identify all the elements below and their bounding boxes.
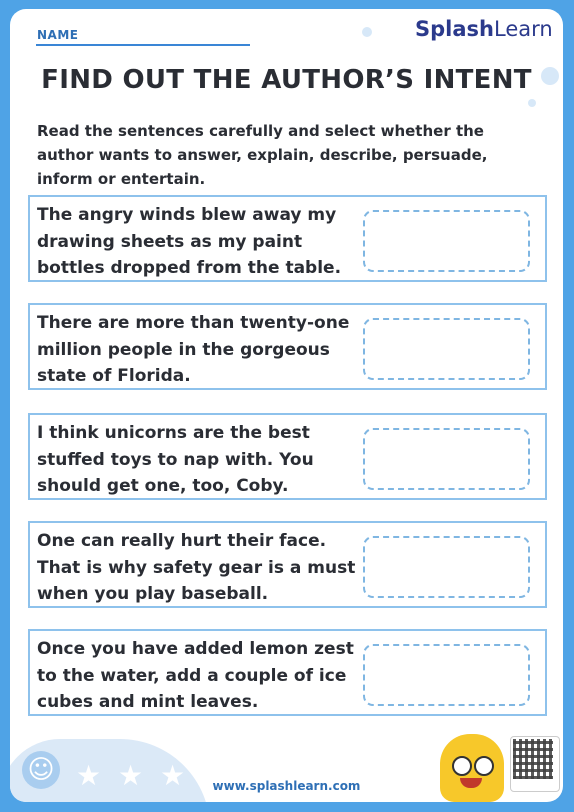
mascot-eye: [452, 756, 472, 776]
smiley-icon: ☺: [22, 751, 60, 789]
question-row: [28, 195, 547, 282]
footer-url[interactable]: www.splashlearn.com: [212, 779, 361, 793]
worksheet: [10, 9, 563, 802]
mascot-eye: [474, 756, 494, 776]
question-text: I think unicorns are the best stuffed toys to nap with. You should get one, too, Coby.: [37, 423, 314, 496]
instructions: Read the sentences carefully and select whether the author wants to answer, explain, describe, persuade, inform or entertain.: [37, 122, 488, 188]
answer-box[interactable]: [363, 210, 530, 272]
star-icon: ★: [118, 759, 144, 792]
mascot-mouth: [460, 778, 482, 788]
question-text: There are more than twenty-one million people in the gorgeous state of Florida.: [37, 313, 350, 386]
question-row: [28, 303, 547, 390]
question-text: The angry winds blew away my drawing sheets as my paint bottles dropped from the table.: [37, 205, 342, 278]
qr-code-icon[interactable]: [510, 736, 560, 792]
decorative-dot: [362, 27, 372, 37]
question-text: One can really hurt their face. That is why safety gear is a must when you play baseball.: [37, 531, 356, 604]
splashlearn-logo: SplashLearn: [415, 17, 553, 41]
question-row: [28, 521, 547, 608]
answer-box[interactable]: [363, 318, 530, 380]
page-title: FIND OUT THE AUTHOR’S INTENT: [41, 65, 532, 95]
star-icon: ★: [160, 759, 186, 792]
answer-box[interactable]: [363, 644, 530, 706]
name-label: NAME: [37, 28, 79, 42]
answer-box[interactable]: [363, 428, 530, 490]
question-row: [28, 629, 547, 716]
answer-box[interactable]: [363, 536, 530, 598]
star-icon: ★: [76, 759, 102, 792]
qr-code-pattern: [513, 739, 553, 779]
question-text: Once you have added lemon zest to the water, add a couple of ice cubes and mint leaves.: [37, 639, 354, 712]
decorative-dot: [528, 99, 536, 107]
mascot-icon: [440, 734, 504, 802]
question-row: [28, 413, 547, 500]
name-input-line[interactable]: [36, 44, 250, 46]
